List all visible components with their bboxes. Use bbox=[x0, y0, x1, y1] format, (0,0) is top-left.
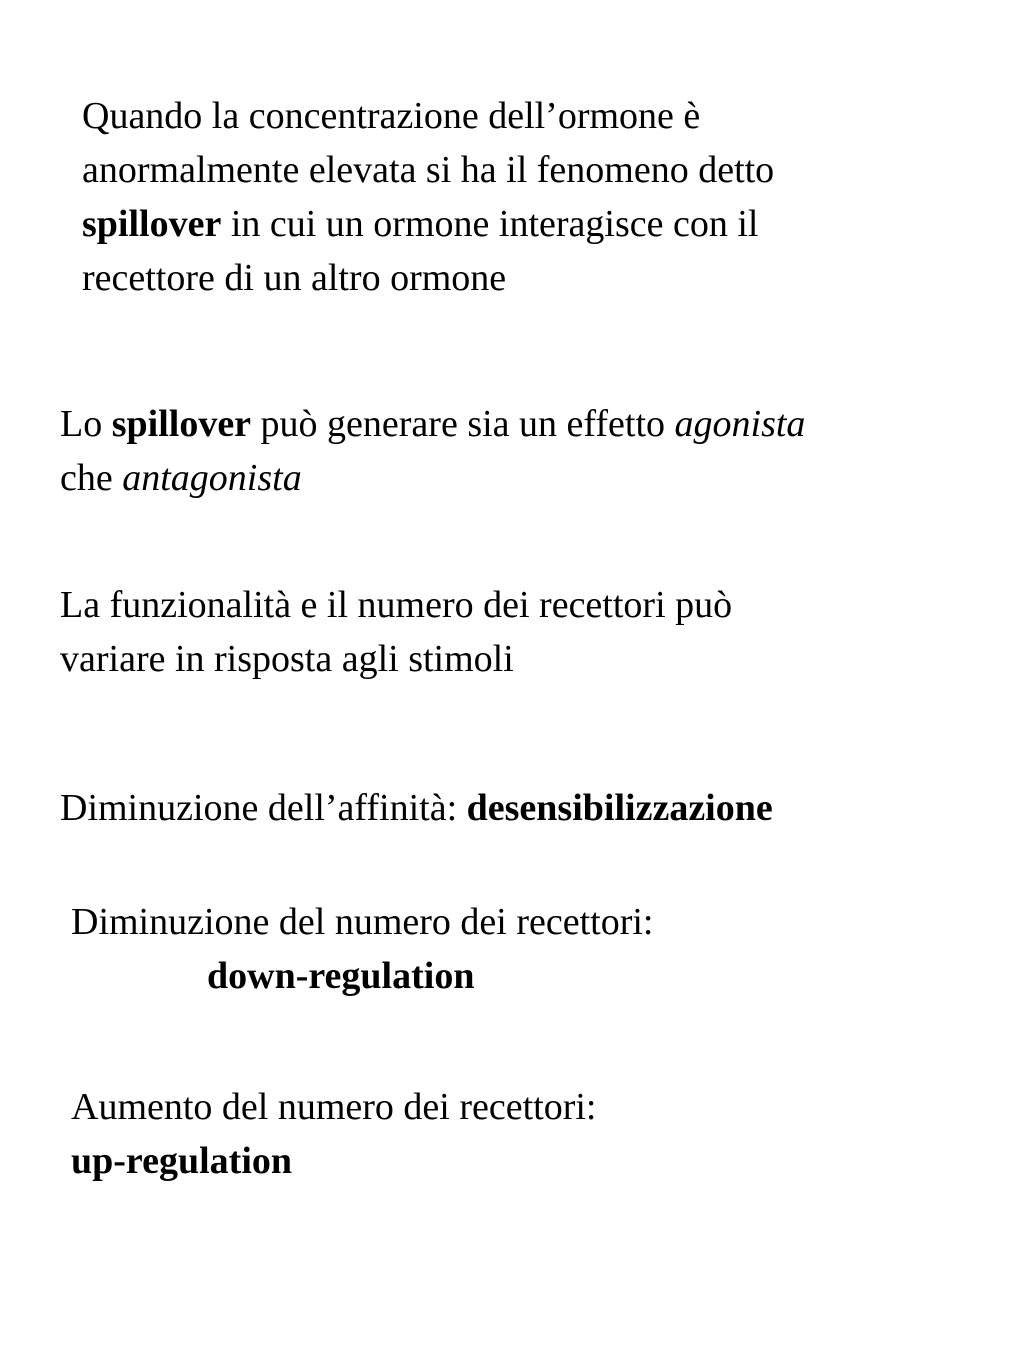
agonista-term: agonista bbox=[674, 403, 806, 445]
p1-line3 bbox=[82, 197, 774, 251]
paragraph-spillover-definition bbox=[82, 89, 774, 305]
antagonista-term: antagonista bbox=[122, 457, 302, 499]
paragraph-spillover-effects bbox=[60, 397, 805, 505]
p2-line2-pre: che bbox=[60, 457, 123, 499]
paragraph-desensitization bbox=[60, 781, 773, 835]
p3-line2: variare in risposta agli stimoli bbox=[60, 638, 514, 680]
p2-line1 bbox=[60, 397, 805, 451]
p4-line1 bbox=[60, 781, 773, 835]
p6-line1: Aumento del numero dei recettori: bbox=[71, 1086, 597, 1128]
spillover-term: spillover bbox=[111, 403, 252, 445]
p2-mid: può generare sia un effetto bbox=[251, 403, 675, 445]
p1-line3-rest: in cui un ormone interagisce con il bbox=[221, 203, 759, 245]
p2-pre: Lo bbox=[60, 403, 112, 445]
up-regulation-term: up-regulation bbox=[71, 1140, 293, 1182]
paragraph-down-regulation bbox=[71, 895, 653, 1003]
p5-line1: Diminuzione del numero dei recettori: bbox=[71, 901, 654, 943]
p2-line2 bbox=[60, 451, 805, 505]
p4-text: Diminuzione dell’affinità: bbox=[60, 787, 467, 829]
p1-line2: anormalmente elevata si ha il fenomeno detto bbox=[82, 149, 775, 191]
desensitization-term: desensibilizzazione bbox=[466, 787, 773, 829]
p1-line4: recettore di un altro ormone bbox=[82, 257, 507, 299]
p3-line1: La funzionalità e il numero dei recettori può bbox=[60, 584, 733, 626]
p1-line1: Quando la concentrazione dell’ormone è bbox=[82, 95, 701, 137]
down-regulation-term: down-regulation bbox=[207, 955, 475, 997]
paragraph-up-regulation bbox=[71, 1080, 597, 1188]
spillover-term: spillover bbox=[82, 203, 222, 245]
paragraph-receptor-variation bbox=[60, 578, 732, 686]
